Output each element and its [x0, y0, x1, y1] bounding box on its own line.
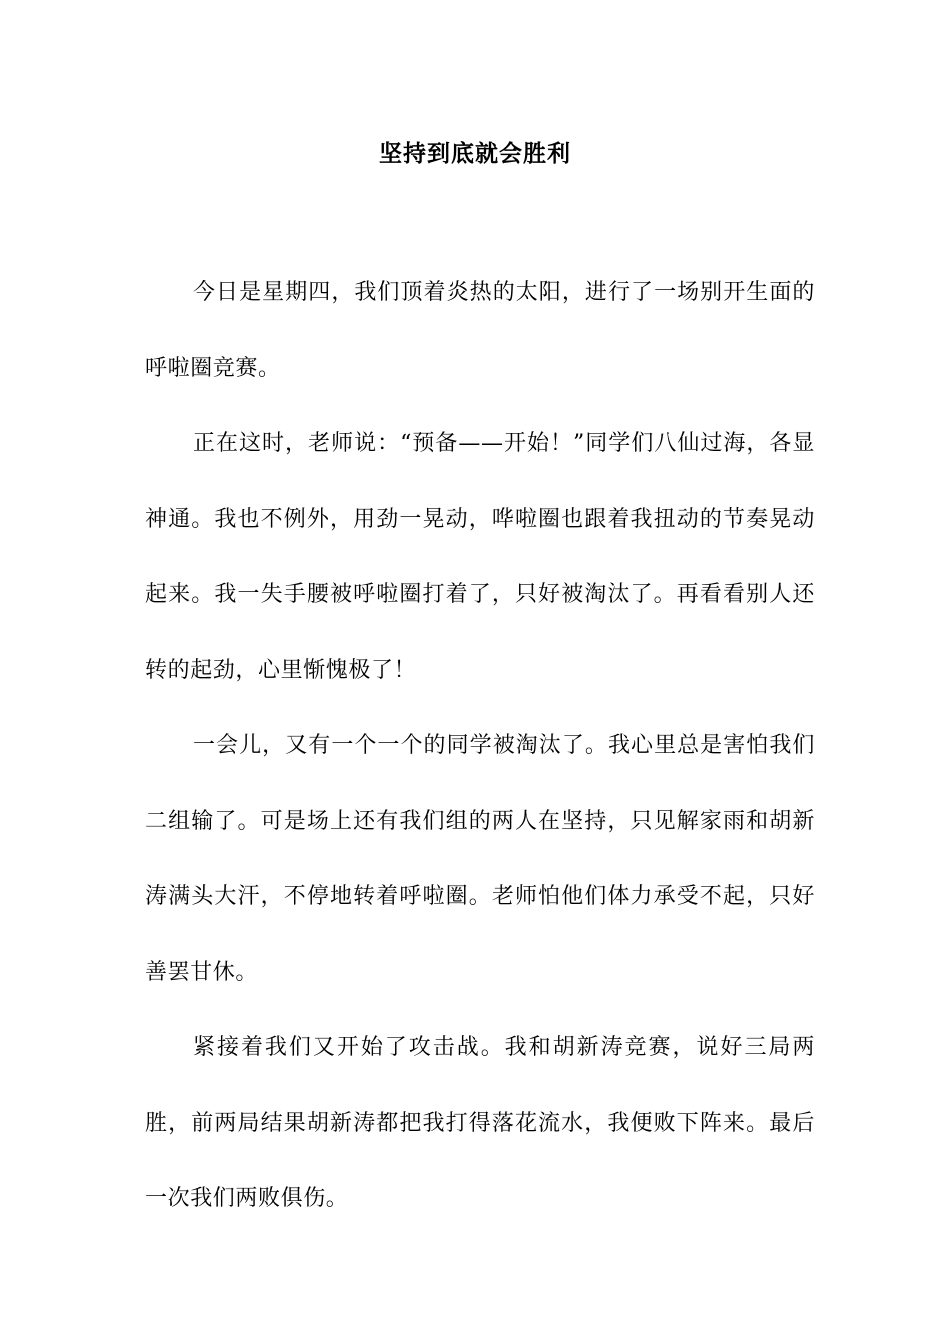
paragraph-3: 一会儿，又有一个一个的同学被淘汰了。我心里总是害怕我们二组输了。可是场上还有我们组的两人在坚持，只见解家雨和胡新涛满头大汗，不停地转着呼啦圈。老师怕他们体力承受不起，只好善罢甘休。: [145, 733, 815, 985]
document-title: 坚持到底就会胜利: [379, 140, 571, 167]
paragraph-4: 紧接着我们又开始了攻击战。我和胡新涛竞赛，说好三局两胜，前两局结果胡新涛都把我打得落花流水，我便败下阵来。最后一次我们两败俱伤。: [145, 1035, 815, 1211]
document-body: [145, 255, 815, 1237]
paragraph-1: 今日是星期四，我们顶着炎热的太阳，进行了一场别开生面的呼啦圈竞赛。: [145, 280, 815, 381]
paragraph-2: 正在这时，老师说：“预备——开始！”同学们八仙过海，各显神通。我也不例外，用劲一晃动，哗啦圈也跟着我扭动的节奏晃动起来。我一失手腰被呼啦圈打着了，只好被淘汰了。再看看别人还转的起劲，心里惭愧极了！: [145, 431, 815, 683]
